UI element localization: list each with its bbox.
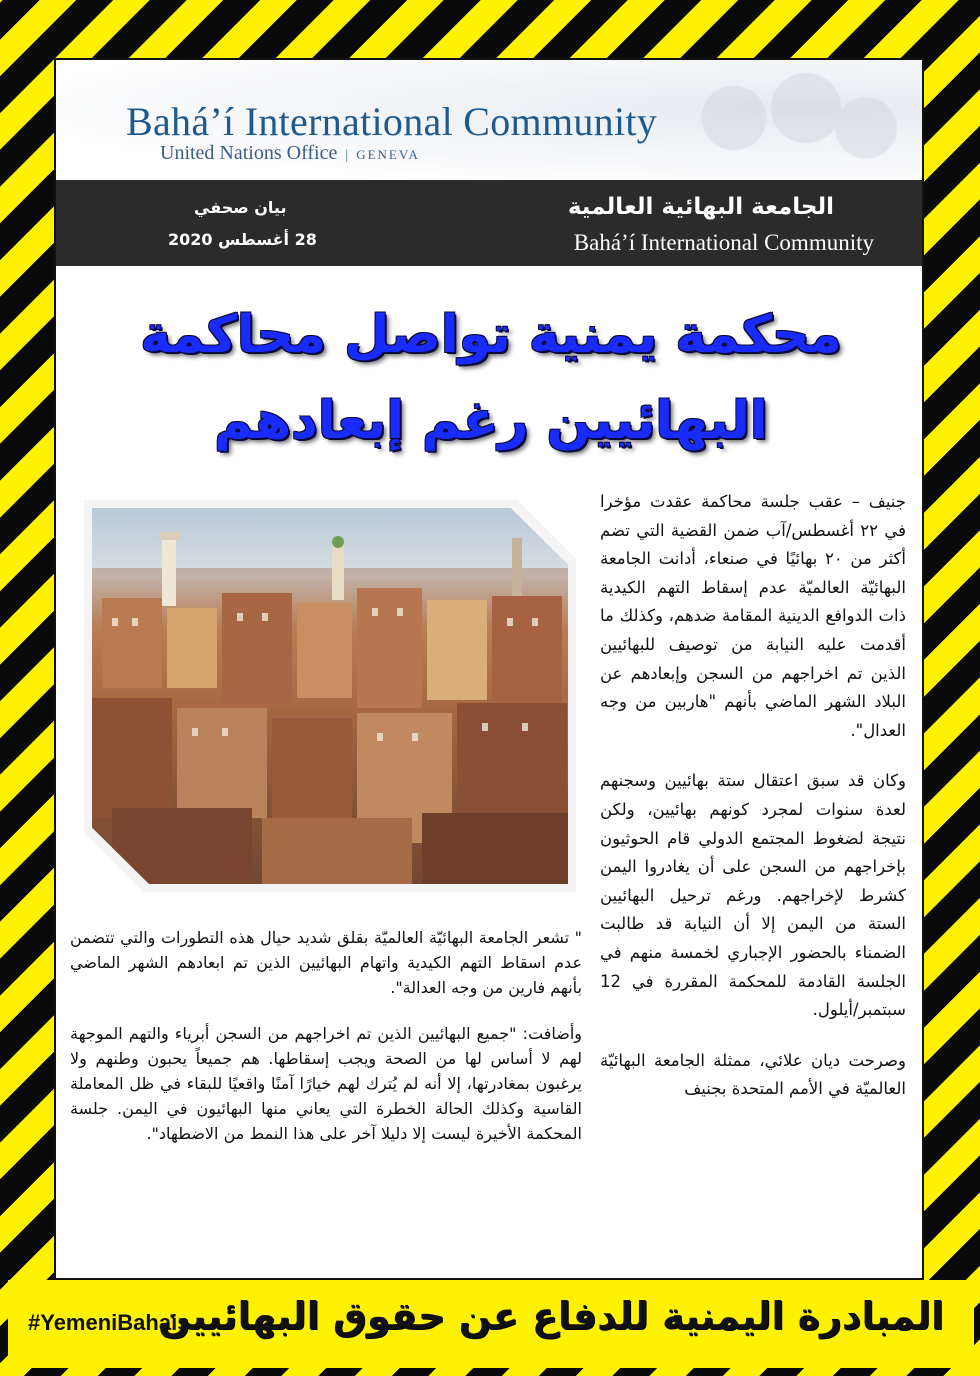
- headline-line-2: البهائيين رغم إبعادهم: [214, 391, 768, 451]
- article-paragraph: وكان قد سبق اعتقال ستة بهائيين وسجنهم لعدة سنوات لمجرد كونهم بهائيين، ولكن نتيجة لضغوط المجتمع الدولي قام الحوثيون بإخراجهم من السجن على أن يغادروا اليمن كشرط لإخراجهم. ورغم ترحيل البهائيين الستة من اليمن إلا أن النيابة قد طالبت الضمناء بالحضور الإجباري لخمسة منهم في الجلسة القادمة للمحكمة المقررة في 12 سبتمبر/أيلول.: [600, 771, 906, 1020]
- article-paragraph: جنيف – عقب جلسة محاكمة عقدت مؤخرا في ٢٢ أغسطس/آب ضمن القضية التي تضم أكثر من ٢٠ بهائيًا في صنعاء، أدانت الجامعة البهائيّة العالميّة عدم إسقاط التهم الكيدية ذات الدوافع الدينية المقامة ضدهم، وكذلك ما أقدمت عليه النيابة من توصيف للبهائيين الذين تم اخراجهم من السجن وإبعادهم عن البلاد الشهر الماضي بأنهم "هاربين من وجه العدال".: [600, 492, 906, 740]
- city-skyline-illustration: [92, 508, 568, 884]
- organization-name: Bahá’í International Community: [126, 99, 658, 144]
- article-paragraph: وصرحت ديان علائي، ممثلة الجامعة البهائيّة العالميّة في الأمم المتحدة بجنيف: [600, 1050, 906, 1099]
- office-city: GENEVA: [356, 147, 420, 162]
- press-release-page: [56, 60, 922, 1278]
- headline-line-1: محكمة يمنية تواصل محاكمة: [140, 305, 842, 365]
- hashtag-link[interactable]: #YemeniBahais: [28, 1310, 190, 1335]
- masthead: [56, 60, 922, 180]
- office-name: United Nations Office: [160, 142, 338, 164]
- office-separator: |: [345, 148, 349, 163]
- campaign-title: المبادرة اليمنية للدفاع عن حقوق البهائيين: [157, 1294, 944, 1338]
- campaign-footer: [8, 1280, 974, 1368]
- organization-name-arabic: الجامعة البهائية العالمية: [567, 194, 834, 220]
- organization-name-english: Bahá’í International Community: [573, 230, 874, 255]
- office-line: [160, 142, 420, 165]
- photo-frame: [84, 500, 576, 892]
- quote-paragraph: وأضافت: "جميع البهائيين الذين تم اخراجهم من السجن أبرياء والتهم الموجهة لهم لا أساس لها من الصحة ويجب إسقاطها. هم جميعاً يحبون وطنهم ولا يرغبون بمغادرتها، إلا أنه لم يُترك لهم خيارًا آمنًا واقعيًا للبقاء في ظل المعاملة القاسية وكذلك الحالة الخطرة التي يعاني منها البهائيون في اليمن. جلسة المحكمة الأخيرة ليست إلا دليلا آخر على هذا النمط من الاضطهاد".: [70, 1023, 582, 1144]
- press-release-date: 28 أغسطس 2020: [168, 230, 317, 249]
- sanaa-city-photo: [92, 508, 568, 884]
- header-bar: [56, 180, 922, 266]
- world-map-watermark: [662, 68, 902, 168]
- headline: [96, 292, 886, 464]
- article-column-left: [70, 925, 582, 1167]
- press-release-label: بيان صحفي: [194, 198, 287, 217]
- quote-paragraph: " تشعر الجامعة البهائيّة العالميّة بقلق شديد حيال هذه التطورات والتي تتضمن عدم اسقاط التهم الكيدية واتهام البهائيين الذين تم ابعادهم الشهر الماضي بأنهم فارين من وجه العدالة".: [70, 928, 582, 998]
- article-column-right: [600, 488, 906, 1126]
